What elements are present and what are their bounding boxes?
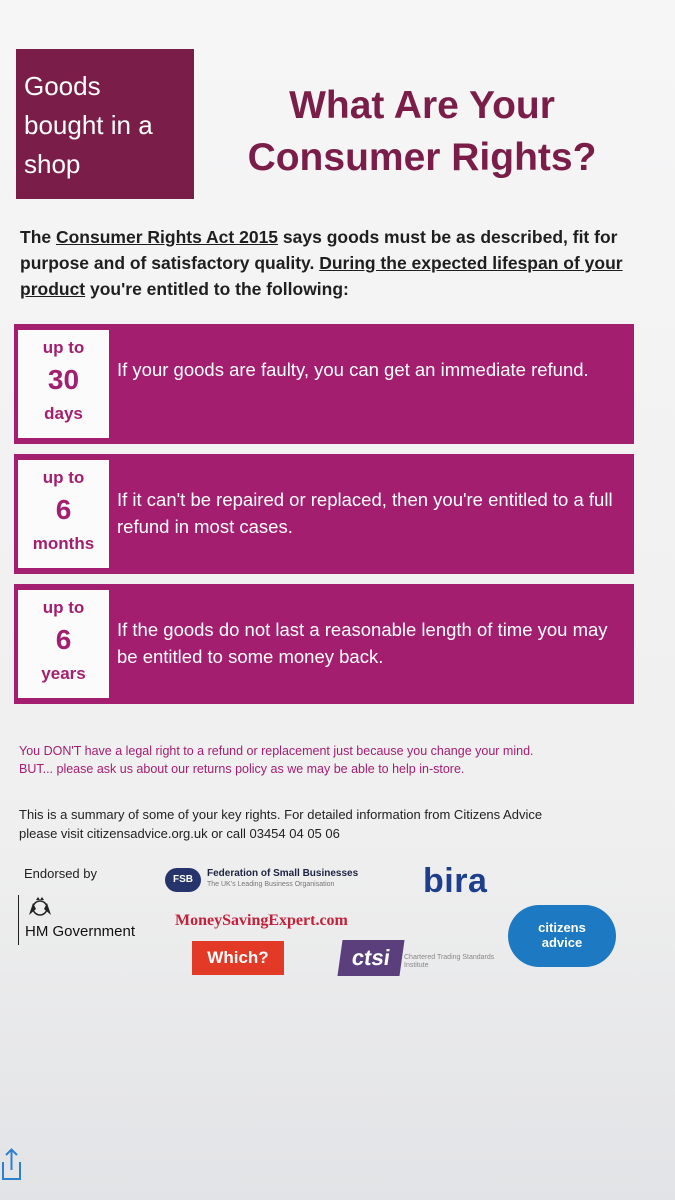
summary-line-1: This is a summary of some of your key rights. For detailed information from Citizens Advice	[19, 807, 543, 822]
lifespan-phrase: During the expected lifespan of your product	[20, 253, 623, 299]
ca-line-2: advice	[541, 935, 583, 950]
intro-text-2: says goods must be as described, fit for purpose and of satisfactory quality.	[20, 227, 618, 273]
fsb-tagline: The UK's Leading Business Organisation	[207, 881, 335, 888]
period-number: 30	[47, 364, 80, 395]
ctsi-logo	[340, 940, 510, 980]
notice-line-1: You DON'T have a legal right to a refund or replacement just because you change your mind.	[19, 744, 534, 758]
ctsi-subtitle: Chartered Trading Standards Institute	[404, 954, 495, 969]
summary-line-2: please visit citizensadvice.org.uk or call 03454 04 05 06	[19, 826, 340, 841]
intro-text-1: The	[20, 227, 56, 247]
hm-government-logo	[18, 895, 168, 945]
right-row-30-days	[14, 324, 634, 444]
returns-notice	[19, 742, 659, 778]
hm-government-label: HM Government	[25, 923, 136, 940]
period-unit: months	[32, 534, 95, 553]
fsb-logo	[165, 866, 395, 894]
act-link: Consumer Rights Act 2015	[55, 227, 279, 247]
endorsed-by-label: Endorsed by	[24, 866, 97, 881]
page-title: What Are Your Consumer Rights?	[247, 84, 597, 179]
category-badge: Goods bought in a shop	[16, 49, 194, 199]
right-description: If the goods do not last a reasonable length of time you may be entitled to some money back.	[117, 619, 608, 667]
intro-paragraph	[20, 224, 650, 302]
period-prefix: up to	[42, 468, 85, 487]
period-number: 6	[55, 624, 72, 655]
right-row-6-years	[14, 584, 634, 704]
right-row-6-months	[14, 454, 634, 574]
summary-text	[19, 805, 659, 843]
ctsi-mark: ctsi	[337, 940, 404, 976]
notice-line-2: BUT... please ask us about our returns policy as we may be able to help in-store.	[19, 762, 465, 776]
period-unit: days	[44, 404, 83, 423]
moneysavingexpert-logo: MoneySavingExpert.com	[175, 912, 348, 929]
citizens-advice-logo	[508, 905, 616, 967]
royal-crest-icon	[25, 895, 55, 919]
fsb-name: Federation of Small Businesses	[207, 868, 359, 879]
period-box	[16, 328, 111, 440]
period-number: 6	[55, 494, 72, 525]
share-icon[interactable]	[0, 1146, 22, 1182]
right-description: If your goods are faulty, you can get an immediate refund.	[117, 359, 589, 380]
fsb-mark: FSB	[165, 868, 201, 892]
right-description: If it can't be repaired or replaced, then you're entitled to a full refund in most cases.	[117, 489, 613, 537]
period-prefix: up to	[42, 338, 85, 357]
period-unit: years	[41, 664, 86, 683]
period-box	[16, 458, 111, 570]
period-prefix: up to	[42, 598, 85, 617]
intro-text-3: you're entitled to the following:	[85, 279, 349, 299]
bira-logo: bira	[423, 862, 488, 900]
period-box	[16, 588, 111, 700]
ca-line-1: citizens	[538, 920, 586, 935]
which-logo: Which?	[192, 941, 284, 975]
